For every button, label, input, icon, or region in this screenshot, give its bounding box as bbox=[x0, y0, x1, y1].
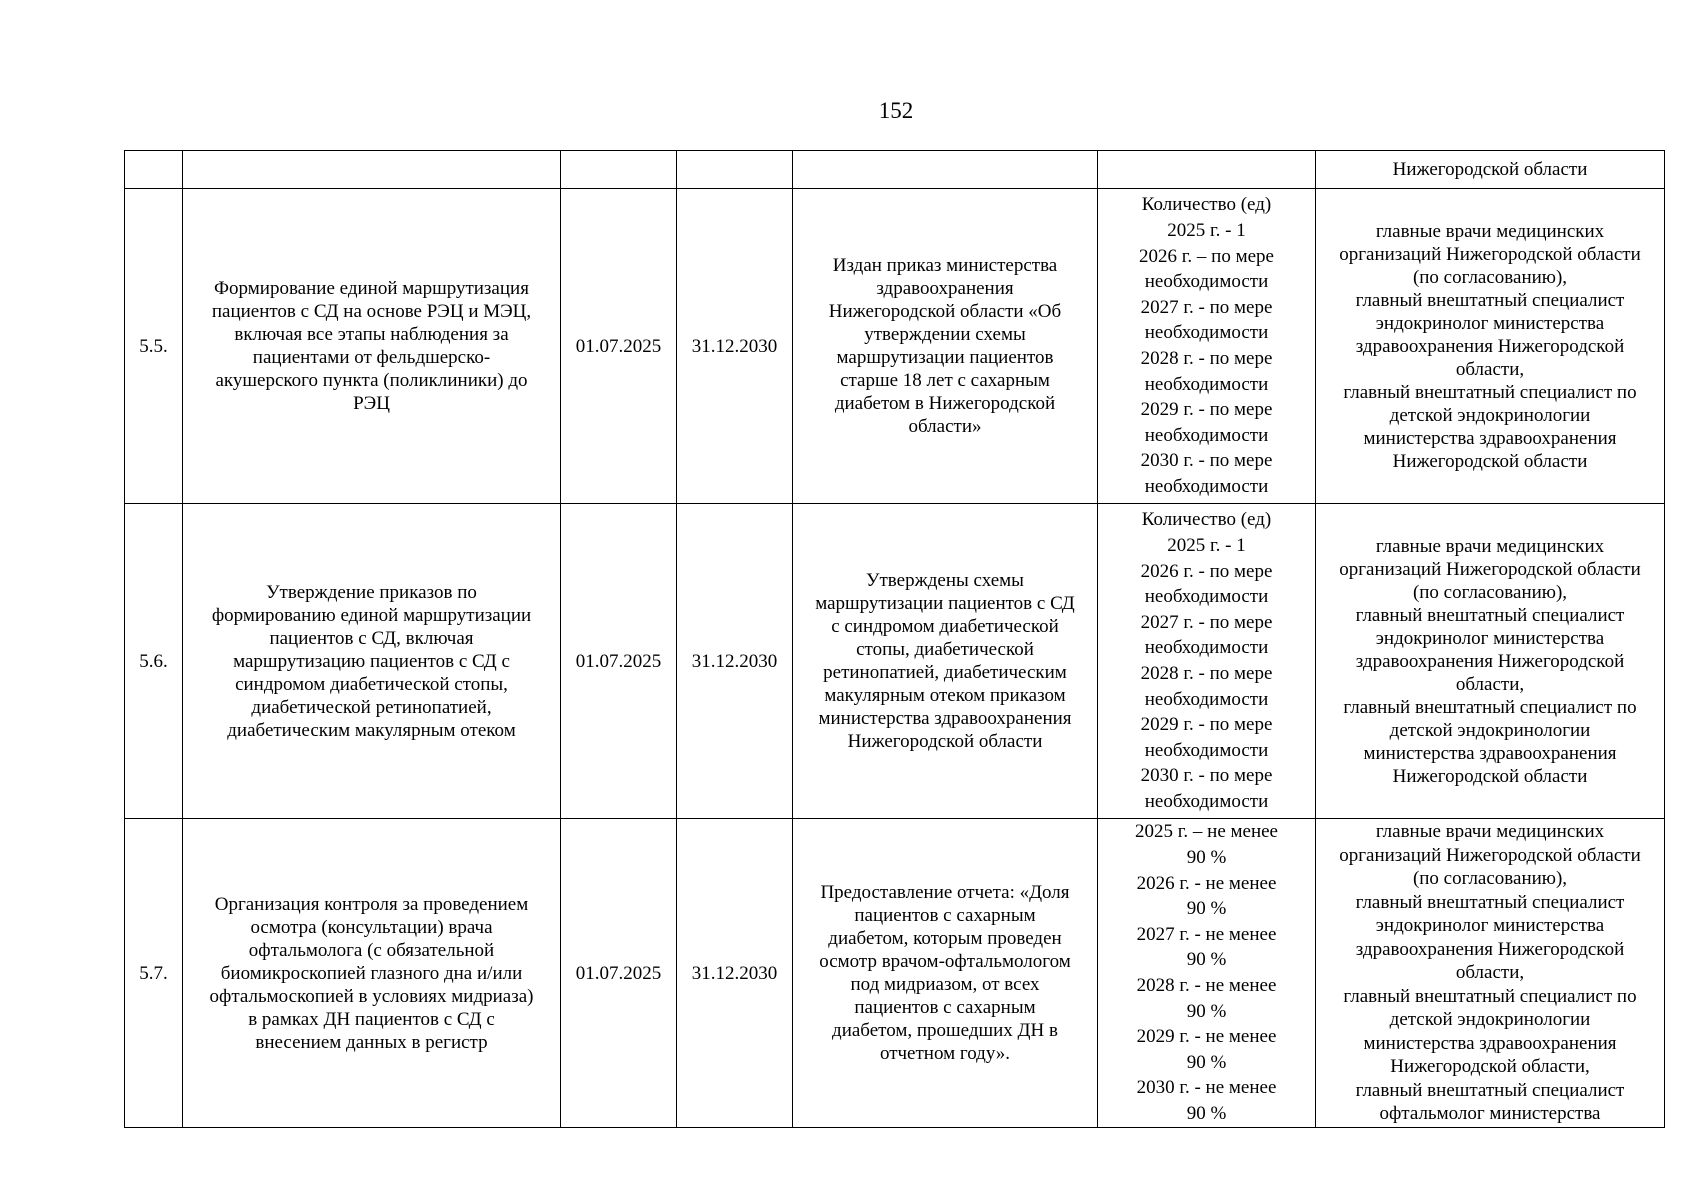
measures-table bbox=[124, 150, 1665, 1128]
text-line: маршрутизации пациентов с СД bbox=[815, 593, 1075, 614]
text-line: офтальмолога (с обязательной bbox=[248, 939, 495, 961]
text-line: 2027 г. - не менее bbox=[1136, 923, 1277, 945]
text-line: эндокринолог министерства bbox=[1375, 627, 1605, 649]
cell-activity bbox=[183, 151, 561, 189]
text-line: 2028 г. - по мере bbox=[1140, 663, 1273, 684]
text-line: пациентов с сахарным bbox=[854, 997, 1036, 1018]
text-line: эндокринолог министерства bbox=[1375, 312, 1605, 334]
cell-activity bbox=[183, 504, 561, 819]
text-line: диабетом, которым проведен bbox=[828, 928, 1062, 949]
cell-result bbox=[793, 504, 1098, 819]
text-line: 90 % bbox=[1186, 1102, 1227, 1124]
cell-end-date: 31.12.2030 bbox=[677, 819, 793, 1128]
text-line: министерства здравоохранения bbox=[1363, 1032, 1617, 1054]
cell-start-date: 01.07.2025 bbox=[561, 819, 677, 1128]
text-line: детской эндокринологии bbox=[1389, 719, 1591, 741]
text-line: диабетической ретинопатией, bbox=[251, 696, 492, 718]
text-line: утверждении схемы bbox=[864, 324, 1026, 345]
text-line: пациентами от фельдшерско- bbox=[252, 347, 491, 368]
text-line: пациентов с СД на основе РЭЦ и МЭЦ, bbox=[211, 301, 532, 322]
table-row bbox=[125, 189, 1665, 504]
text-line: офтальмолог министерства bbox=[1379, 1103, 1601, 1125]
cell-responsible bbox=[1316, 504, 1665, 819]
text-line: организаций Нижегородской области bbox=[1339, 243, 1641, 265]
text-line: главные врачи медицинских bbox=[1375, 220, 1605, 242]
text-line: внесением данных в регистр bbox=[255, 1031, 488, 1053]
text-line: необходимости bbox=[1144, 790, 1269, 812]
text-line: министерства здравоохранения bbox=[1363, 427, 1617, 449]
text-line: главные врачи медицинских bbox=[1375, 821, 1605, 843]
text-line: 2025 г. - 1 bbox=[1167, 535, 1246, 557]
cell-end-date bbox=[677, 151, 793, 189]
text-line: 2029 г. - по мере bbox=[1140, 399, 1273, 421]
text-line: необходимости bbox=[1144, 322, 1269, 344]
text-line: 2029 г. - по мере bbox=[1140, 714, 1273, 736]
text-line: ретинопатией, диабетическим bbox=[823, 662, 1067, 683]
text-line: Нижегородской области bbox=[1392, 765, 1588, 787]
text-line: организаций Нижегородской области bbox=[1339, 844, 1641, 866]
text-line: биомикроскопией глазного дна и/или bbox=[220, 962, 523, 984]
text-line: осмотра (консультации) врача bbox=[250, 916, 493, 938]
text-line: здравоохранения Нижегородской bbox=[1355, 650, 1625, 672]
text-line: области, bbox=[1455, 962, 1525, 984]
text-line: 90 % bbox=[1186, 898, 1227, 920]
cell-responsible bbox=[1316, 189, 1665, 504]
text-line: с синдромом диабетической bbox=[831, 616, 1059, 637]
cell-result bbox=[793, 819, 1098, 1128]
cell-num: 5.6. bbox=[125, 504, 183, 819]
text-line: 90 % bbox=[1186, 949, 1227, 971]
text-line: области» bbox=[908, 416, 982, 437]
text-line: (по согласованию), bbox=[1412, 266, 1568, 288]
cell-result bbox=[793, 189, 1098, 504]
cell-end-date: 31.12.2030 bbox=[677, 504, 793, 819]
text-line: РЭЦ bbox=[353, 393, 390, 414]
text-line: министерства здравоохранения bbox=[818, 708, 1072, 729]
text-line: здравоохранения Нижегородской bbox=[1355, 938, 1625, 960]
text-line: 2026 г. – по мере bbox=[1139, 245, 1274, 267]
text-line: министерства здравоохранения bbox=[1363, 742, 1617, 764]
text-line: в рамках ДН пациентов с СД с bbox=[248, 1008, 495, 1030]
text-line: здравоохранения Нижегородской bbox=[1355, 335, 1625, 357]
table-row bbox=[125, 819, 1665, 1128]
text-line: 2028 г. - по мере bbox=[1140, 348, 1273, 369]
text-line: Предоставление отчета: «Доля bbox=[820, 882, 1070, 903]
text-line: главный внештатный специалист bbox=[1355, 289, 1625, 311]
text-line: области, bbox=[1455, 673, 1525, 695]
cell-start-date: 01.07.2025 bbox=[561, 189, 677, 504]
text-line: 90 % bbox=[1186, 1051, 1227, 1073]
text-line: диабетом в Нижегородской bbox=[834, 393, 1056, 414]
cell-num: 5.7. bbox=[125, 819, 183, 1128]
text-line: главный внештатный специалист bbox=[1355, 891, 1625, 913]
text-line: организаций Нижегородской области bbox=[1339, 558, 1641, 580]
text-line: 90 % bbox=[1186, 1000, 1227, 1022]
text-line: необходимости bbox=[1144, 739, 1269, 761]
text-line: необходимости bbox=[1144, 424, 1269, 446]
text-line: Нижегородской области «Об bbox=[828, 301, 1062, 322]
text-line: 2025 г. - 1 bbox=[1167, 220, 1246, 242]
text-line: под мидриазом, от всех bbox=[850, 974, 1040, 995]
cell-start-date bbox=[561, 151, 677, 189]
text-line: Нижегородской области, bbox=[1390, 1056, 1590, 1078]
cell-activity bbox=[183, 189, 561, 504]
text-line: 2025 г. – не менее bbox=[1135, 821, 1278, 843]
text-line: синдромом диабетической стопы, bbox=[235, 673, 508, 695]
cell-indicator bbox=[1098, 151, 1316, 189]
cell-start-date: 01.07.2025 bbox=[561, 504, 677, 819]
text-line: 2028 г. - не менее bbox=[1136, 975, 1277, 996]
cell-indicator bbox=[1098, 189, 1316, 504]
text-line: главный внештатный специалист bbox=[1355, 1079, 1625, 1101]
text-line: 2030 г. - по мере bbox=[1140, 765, 1273, 787]
text-line: главные врачи медицинских bbox=[1375, 535, 1605, 557]
text-line: Нижегородской области bbox=[1392, 450, 1588, 472]
text-line: 2026 г. - по мере bbox=[1140, 560, 1273, 582]
text-line: стопы, диабетической bbox=[856, 639, 1034, 660]
text-line: старше 18 лет с сахарным bbox=[840, 370, 1050, 391]
text-line: необходимости bbox=[1144, 271, 1269, 293]
text-line: Утверждение приказов по bbox=[266, 581, 477, 603]
text-line: эндокринолог министерства bbox=[1375, 915, 1605, 937]
text-line: здравоохранения bbox=[876, 278, 1014, 299]
cell-activity bbox=[183, 819, 561, 1128]
text-line: акушерского пункта (поликлиники) до bbox=[215, 370, 528, 391]
cell-num bbox=[125, 151, 183, 189]
text-line: необходимости bbox=[1144, 475, 1269, 497]
text-line: необходимости bbox=[1144, 586, 1269, 608]
text-line: необходимости bbox=[1144, 373, 1269, 395]
text-line: необходимости bbox=[1144, 637, 1269, 659]
text-line: маршрутизацию пациентов с СД с bbox=[233, 650, 510, 672]
text-line: 2030 г. - по мере bbox=[1140, 450, 1273, 472]
text-line: необходимости bbox=[1144, 688, 1269, 710]
table-row bbox=[125, 504, 1665, 819]
text-line: 2027 г. - по мере bbox=[1140, 296, 1273, 318]
text-line: Нижегородской области bbox=[847, 731, 1043, 752]
text-line: включая все этапы наблюдения за bbox=[234, 324, 509, 345]
text-line: главный внештатный специалист по bbox=[1343, 381, 1637, 403]
text-line: области, bbox=[1455, 358, 1525, 380]
text-line: офтальмоскопией в условиях мидриаза) bbox=[209, 985, 534, 1007]
text-line: пациентов с СД, включая bbox=[269, 627, 474, 649]
text-line: 2030 г. - не менее bbox=[1136, 1077, 1277, 1099]
text-line: Количество (ед) bbox=[1141, 194, 1272, 216]
text-line: главный внештатный специалист bbox=[1355, 604, 1625, 626]
table-row-continuation bbox=[125, 151, 1665, 189]
text-line: маршрутизации пациентов bbox=[836, 347, 1054, 368]
text-line: Организация контроля за проведением bbox=[214, 893, 529, 915]
text-line: Утверждены схемы bbox=[866, 570, 1024, 591]
text-line: отчетном году». bbox=[879, 1043, 1011, 1064]
cell-responsible: Нижегородской области bbox=[1316, 151, 1665, 189]
text-line: Количество (ед) bbox=[1141, 509, 1272, 531]
text-line: (по согласованию), bbox=[1412, 581, 1568, 603]
cell-indicator bbox=[1098, 504, 1316, 819]
text-line: пациентов с сахарным bbox=[854, 905, 1036, 926]
cell-end-date: 31.12.2030 bbox=[677, 189, 793, 504]
text-line: детской эндокринологии bbox=[1389, 404, 1591, 426]
cell-num: 5.5. bbox=[125, 189, 183, 504]
text-line: диабетическим макулярным отеком bbox=[227, 719, 516, 741]
page-number: 152 bbox=[878, 98, 914, 123]
text-line: 2027 г. - по мере bbox=[1140, 611, 1273, 633]
text-line: (по согласованию), bbox=[1412, 868, 1568, 890]
text-line: 90 % bbox=[1186, 847, 1227, 869]
cell-result bbox=[793, 151, 1098, 189]
text-line: осмотр врачом-офтальмологом bbox=[819, 951, 1071, 972]
cell-indicator bbox=[1098, 819, 1316, 1128]
text-line: 2029 г. - не менее bbox=[1136, 1026, 1277, 1048]
text-line: главный внештатный специалист по bbox=[1343, 985, 1637, 1007]
text-line: формированию единой маршрутизации bbox=[211, 604, 532, 626]
cell-responsible bbox=[1316, 819, 1665, 1128]
text-line: макулярным отеком приказом bbox=[824, 685, 1066, 706]
text-line: детской эндокринологии bbox=[1389, 1009, 1591, 1031]
text-line: Издан приказ министерства bbox=[832, 255, 1058, 276]
text-line: диабетом, прошедших ДН в bbox=[832, 1020, 1058, 1041]
text-line: главный внештатный специалист по bbox=[1343, 696, 1637, 718]
text-line: Формирование единой маршрутизация bbox=[214, 278, 529, 299]
text-line: 2026 г. - не менее bbox=[1136, 872, 1277, 894]
